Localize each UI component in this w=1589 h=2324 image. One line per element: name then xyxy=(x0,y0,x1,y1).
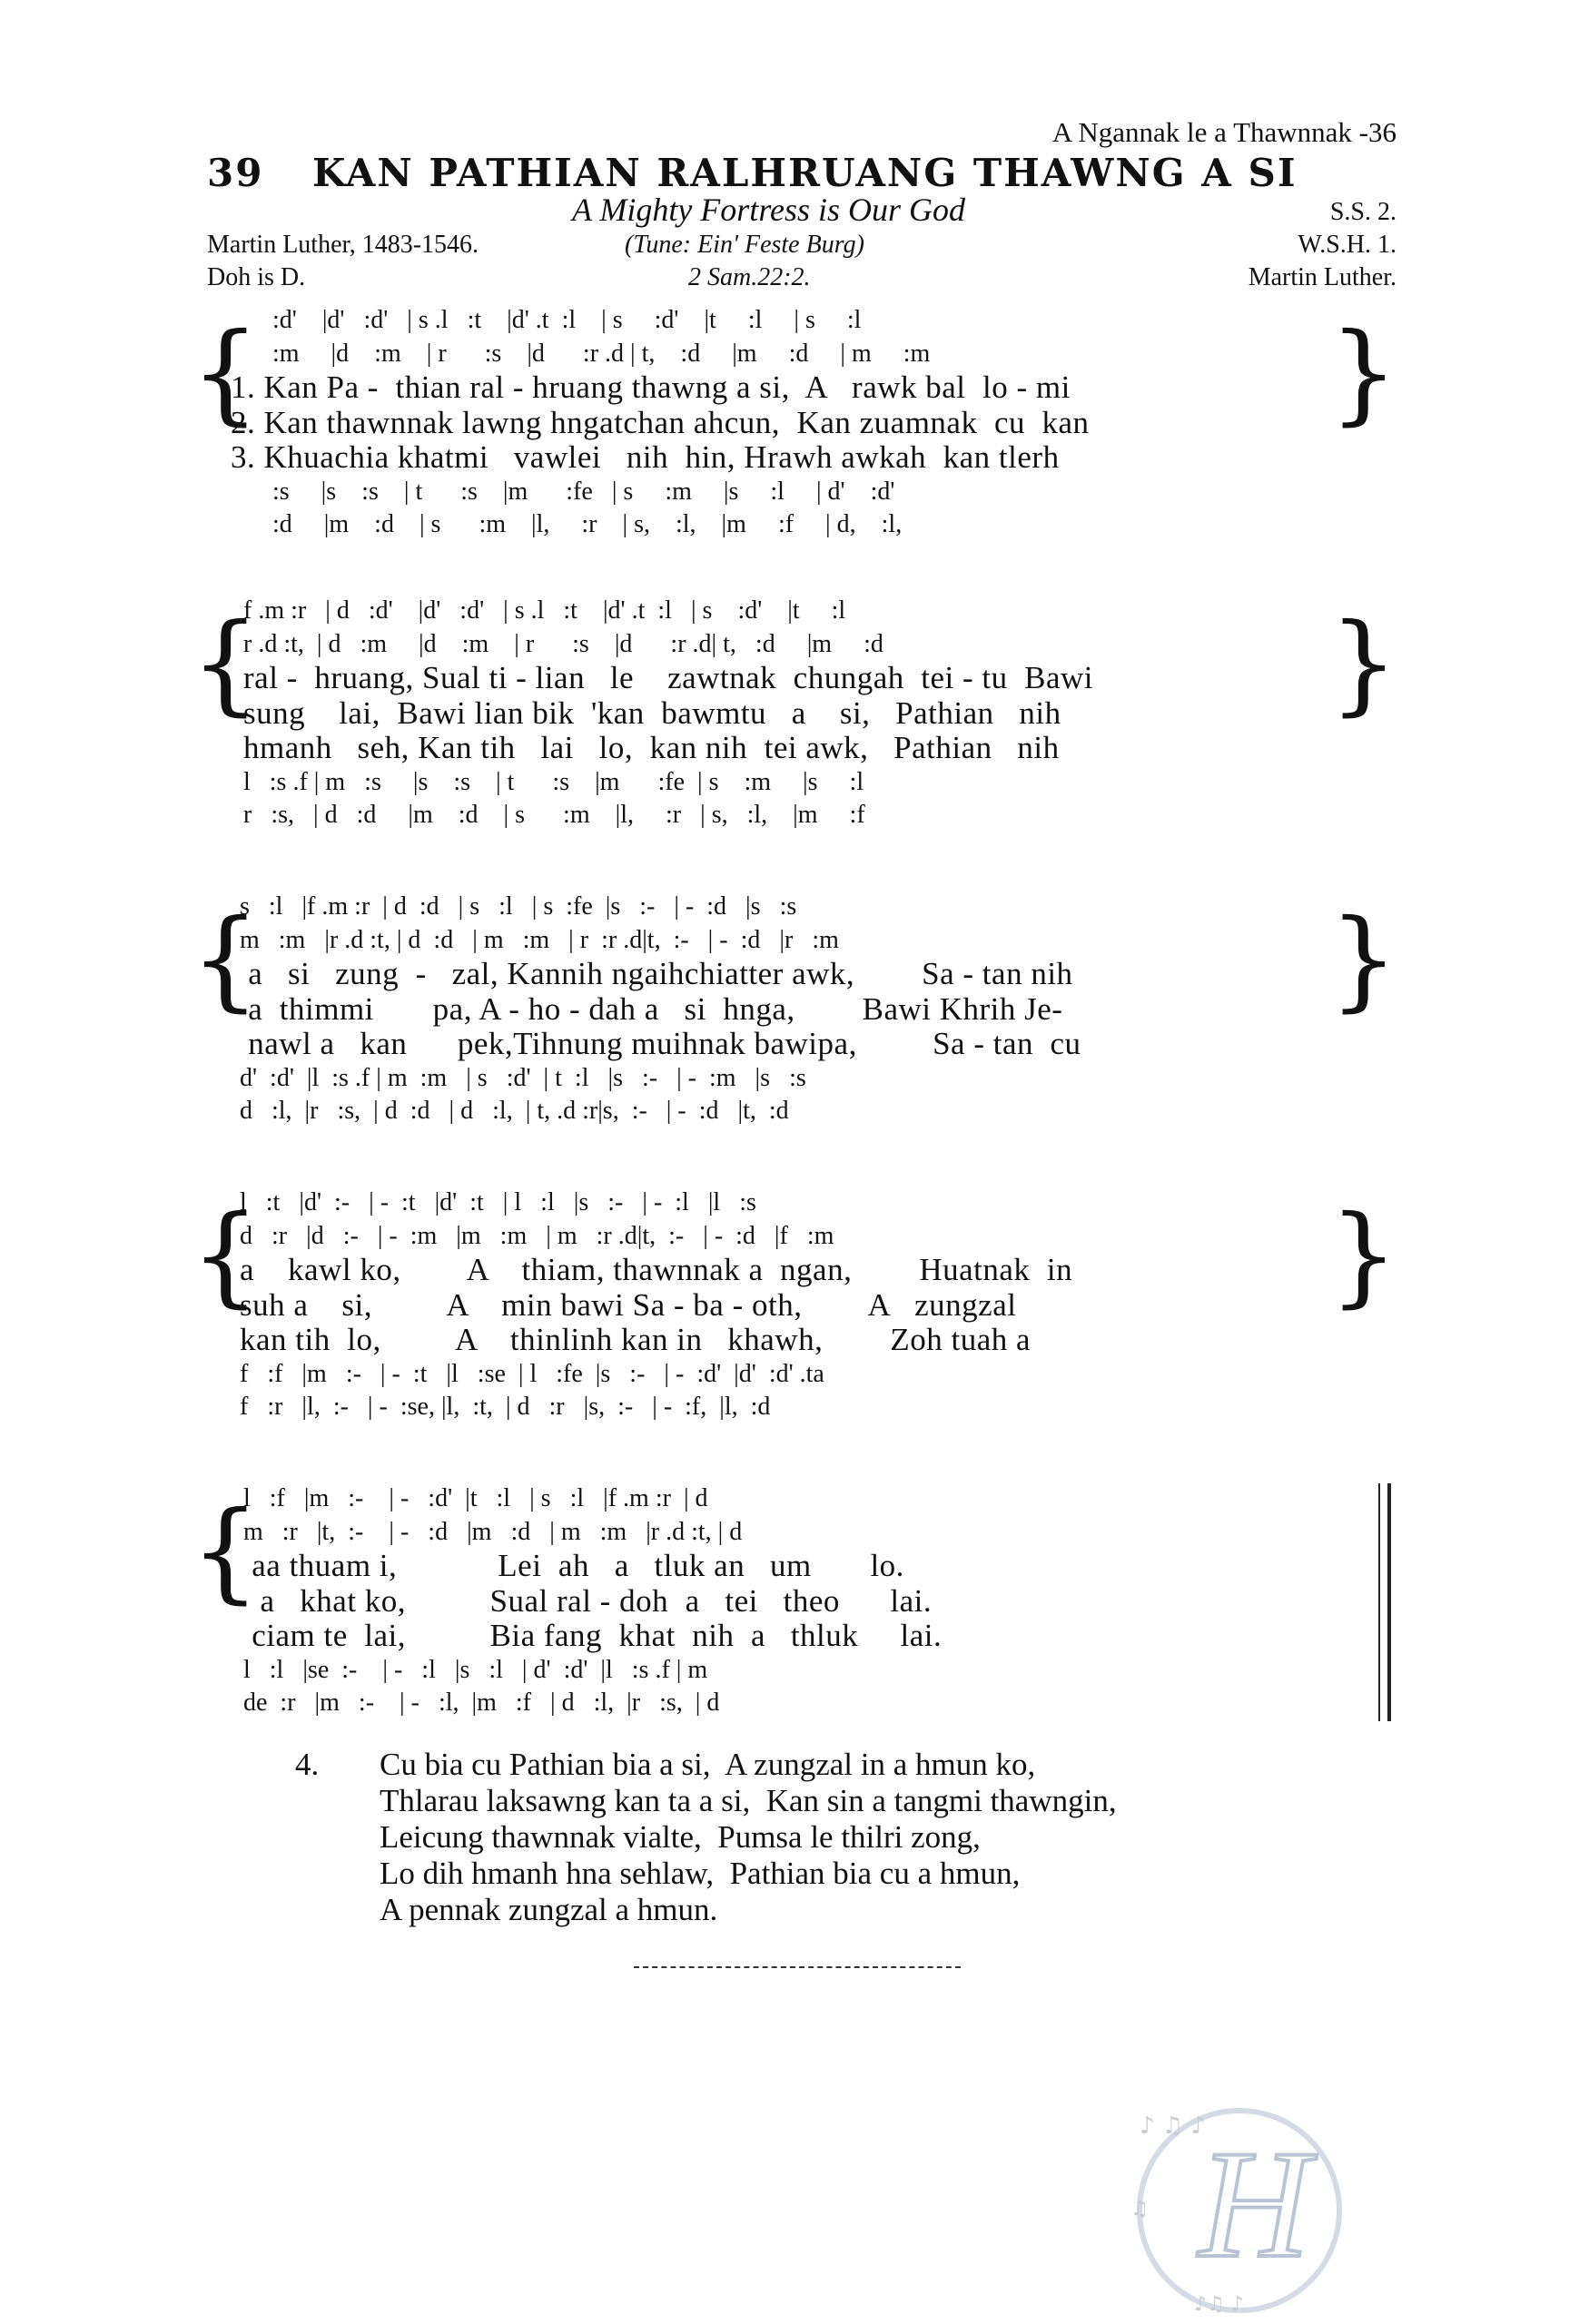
verse-line-1: 1. Kan Pa - thian ral - hruang thawng a si, A rawk bal lo - mi xyxy=(231,369,1071,405)
svg-text:♪ ♫ ♪: ♪ ♫ ♪ xyxy=(1140,2112,1207,2140)
bass-line: f :r |l, :- | - :se, |l, :t, | d :r |s, :- | - :f, |l, :d xyxy=(240,1393,771,1421)
soprano-line: l :t |d' :- | - :t |d' :t | l :l |s :- | - :l |l :s xyxy=(240,1188,756,1216)
tenor-line: :s |s :s | t :s |m :fe | s :m |s :l | d' :d' xyxy=(272,478,895,506)
hymn-subtitle: A Mighty Fortress is Our God xyxy=(572,192,966,228)
tenor-line: f :f |m :- | - :t |l :se | l :fe |s :- | - :d' |d' :d' .ta xyxy=(240,1360,824,1388)
verse-line-1: a kawl ko, A thiam, thawnnak a ngan, Huatnak in xyxy=(240,1252,1073,1287)
verse-line-2: a khat ko, Sual ral - doh a tei theo lai. xyxy=(243,1583,933,1619)
tenor-line: l :s .f | m :s |s :s | t :s |m :fe | s :m |s :l xyxy=(243,768,864,796)
stanza-line-3: Leicung thawnnak vialte, Pumsa le thilri zong, xyxy=(380,1819,981,1855)
stanza-line-2: Thlarau laksawng kan ta a si, Kan sin a tangmi thawngin, xyxy=(380,1783,1117,1818)
soprano-line: :d' |d' :d' | s .l :t |d' .t :l | s :d' |t :l | s :l xyxy=(272,306,862,334)
verse-line-2: suh a si, A min bawi Sa - ba - oth, A zungzal xyxy=(240,1287,1017,1323)
verse-line-3: nawl a kan pek,Tihnung muihnak bawipa, Sa - tan cu xyxy=(240,1026,1081,1061)
verse-line-1: a si zung - zal, Kannih ngaihchiatter awk, Sa - tan nih xyxy=(240,956,1073,991)
right-brace-icon: } xyxy=(1328,310,1398,437)
composer-credit: Martin Luther. xyxy=(1248,263,1397,291)
music-system-2 xyxy=(191,592,1398,837)
music-system-5 xyxy=(191,1480,1380,1725)
ref-wsh: W.S.H. 1. xyxy=(1298,231,1397,259)
verse-line-2: 2. Kan thawnnak lawng hngatchan ahcun, Kan zuamnak cu kan xyxy=(231,405,1090,440)
tenor-line: d' :d' |l :s .f | m :m | s :d' | t :l |s :- | - :m |s :s xyxy=(240,1064,806,1092)
hymn-title-line xyxy=(207,151,1297,195)
left-brace-icon: { xyxy=(191,601,261,727)
verse-line-3: kan tih lo, A thinlinh kan in khawh, Zoh tuah a xyxy=(240,1322,1031,1357)
stanza-line-5: A pennak zungzal a hmun. xyxy=(380,1892,718,1927)
tenor-line: l :l |se :- | - :l |s :l | d' :d' |l :s .f | m xyxy=(243,1656,708,1684)
alto-line: m :r |t, :- | - :d |m :d | m :m |r .d :t, | d xyxy=(243,1518,743,1546)
verse-line-3: 3. Khuachia khatmi vawlei nih hin, Hrawh awkah kan tlerh xyxy=(231,439,1060,475)
end-divider xyxy=(634,1966,961,1968)
bass-line: d :l, |r :s, | d :d | d :l, | t, .d :r|s, :- | - :d |t, :d xyxy=(240,1097,789,1125)
svg-text:♪♫ ♪: ♪♫ ♪ xyxy=(1194,2293,1244,2316)
tune-name: (Tune: Ein' Feste Burg) xyxy=(625,231,864,259)
alto-line: :m |d :m | r :s |d :r .d | t, :d |m :d | m :m xyxy=(272,340,931,368)
left-brace-icon: { xyxy=(191,310,261,437)
soprano-line: s :l |f .m :r | d :d | s :l | s :fe |s :- | - :d |s :s xyxy=(240,892,797,921)
right-brace-icon: } xyxy=(1328,897,1398,1023)
music-system-1 xyxy=(191,301,1398,547)
svg-text:H: H xyxy=(1199,2119,1310,2290)
hymn-number: 39 xyxy=(207,151,264,195)
verse-line-2: a thimmi pa, A - ho - dah a si hnga, Bawi Khrih Je- xyxy=(240,991,1063,1027)
soprano-line: f .m :r | d :d' |d' :d' | s .l :t |d' .t :l | s :d' |t :l xyxy=(243,596,846,625)
ref-ss: S.S. 2. xyxy=(1329,198,1397,226)
stanza-line-1: Cu bia cu Pathian bia a si, A zungzal in a hmun ko, xyxy=(380,1747,1036,1782)
verse-line-3: hmanh seh, Kan tih lai lo, kan nih tei awk, Pathian nih xyxy=(243,730,1060,765)
music-system-3 xyxy=(191,888,1398,1133)
bass-line: de :r |m :- | - :l, |m :f | d :l, |r :s, | d xyxy=(243,1689,720,1717)
stanza-number: 4. xyxy=(295,1747,320,1782)
verse-line-1: aa thuam i, Lei ah a tluk an um lo. xyxy=(243,1548,904,1583)
running-head: A Ngannak le a Thawnnak -36 xyxy=(1051,116,1397,148)
publisher-watermark-icon xyxy=(1112,2097,1357,2324)
author-credit: Martin Luther, 1483-1546. xyxy=(207,231,479,259)
bass-line: r :s, | d :d |m :d | s :m |l, :r | s, :l, |m :f xyxy=(243,801,865,829)
alto-line: m :m |r .d :t, | d :d | m :m | r :r .d|t, :- | - :d |r :m xyxy=(240,926,839,954)
bass-line: :d |m :d | s :m |l, :r | s, :l, |m :f | d, :l, xyxy=(272,510,903,538)
left-brace-icon: { xyxy=(191,1193,261,1319)
hymn-title: KAN PATHIAN RALHRUANG THAWNG A SI xyxy=(312,151,1298,195)
right-brace-icon: } xyxy=(1328,1193,1398,1319)
left-brace-icon: { xyxy=(191,1489,261,1615)
music-system-4 xyxy=(191,1184,1398,1429)
final-barline-thick xyxy=(1387,1483,1391,1721)
stanza-line-4: Lo dih hmanh hna sehlaw, Pathian bia cu a hmun, xyxy=(380,1856,1021,1891)
soprano-line: l :f |m :- | - :d' |t :l | s :l |f .m :r | d xyxy=(243,1484,708,1512)
alto-line: r .d :t, | d :m |d :m | r :s |d :r .d| t, :d |m :d xyxy=(243,630,883,658)
key-signature: Doh is D. xyxy=(207,263,306,291)
alto-line: d :r |d :- | - :m |m :m | m :r .d|t, :- | - :d |f :m xyxy=(240,1222,834,1250)
verse-line-3: ciam te lai, Bia fang khat nih a thluk lai. xyxy=(243,1618,943,1653)
scripture-ref: 2 Sam.22:2. xyxy=(688,263,811,291)
final-barline xyxy=(1378,1483,1380,1721)
right-brace-icon: } xyxy=(1328,601,1398,727)
verse-line-1: ral - hruang, Sual ti - lian le zawtnak chungah tei - tu Bawi xyxy=(243,660,1093,695)
left-brace-icon: { xyxy=(191,897,261,1023)
svg-text:♫: ♫ xyxy=(1130,2198,1149,2221)
verse-line-2: sung lai, Bawi lian bik 'kan bawmtu a si, Pathian nih xyxy=(243,695,1061,731)
